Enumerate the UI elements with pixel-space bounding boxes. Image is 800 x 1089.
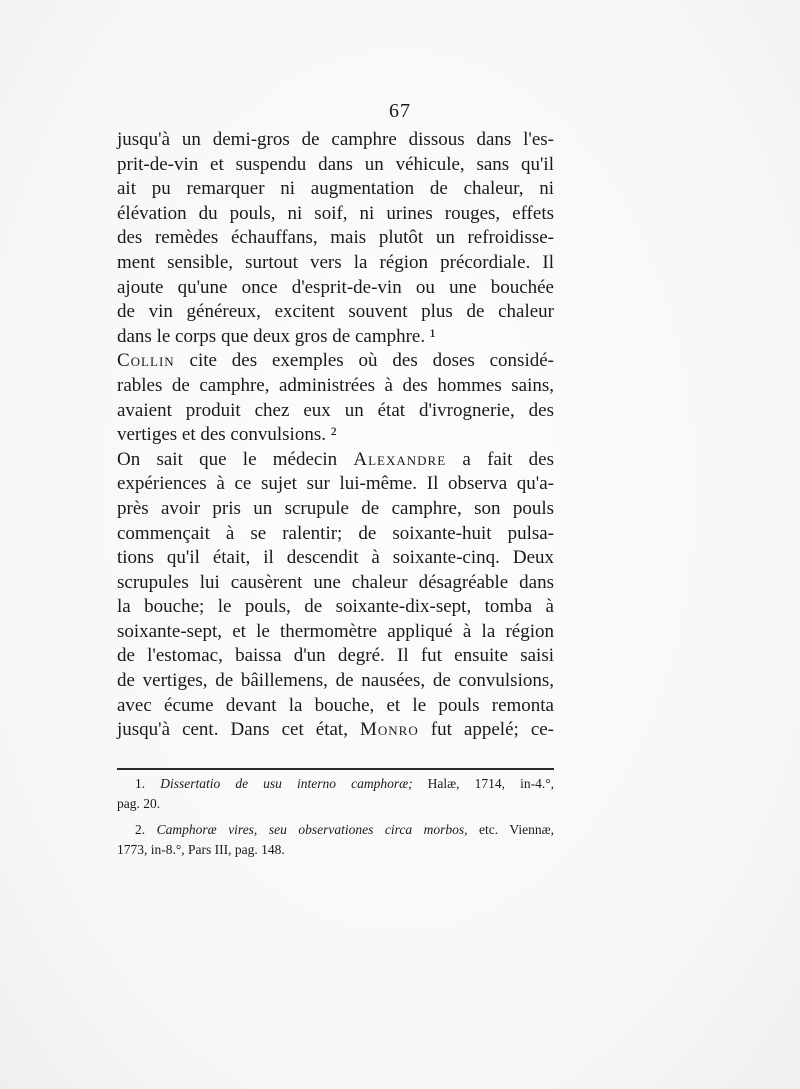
text-line: tions qu'il était, il descendit à soixante-cinq. Deux — [117, 547, 554, 569]
text-line: ajoute qu'une once d'esprit-de-vin ou une bouchée — [117, 276, 554, 298]
text-line: de vin généreux, excitent souvent plus de chaleur — [117, 301, 554, 323]
text-line: soixante-sept, et le thermomètre appliqué à la région — [117, 620, 554, 642]
paragraph — [117, 448, 554, 743]
text-line: de l'estomac, baissa d'un degré. Il fut ensuite saisi — [117, 645, 554, 667]
text-line: la bouche; le pouls, de soixante-dix-sept, tomba à — [117, 596, 554, 618]
text-line: vertiges et des convulsions. ² — [117, 424, 337, 446]
footnote-number: 1. — [135, 776, 161, 791]
text-line: près avoir pris un scrupule de camphre, son pouls — [117, 497, 554, 519]
text-line: jusqu'à un demi-gros de camphre dissous dans l'es- — [117, 129, 554, 150]
footnote-title: Camphoræ vires, seu observationes circa morbos, — [156, 822, 468, 837]
text-line: avaient produit chez eux un état d'ivrognerie, des — [117, 399, 554, 421]
footnote-separator-rule — [117, 768, 554, 770]
text-line: On sait que le médecin Alexandre a fait des — [117, 448, 555, 470]
footnote-title: Dissertatio de usu interno camphoræ; — [160, 776, 413, 791]
text-line: dans le corps que deux gros de camphre. ¹ — [117, 325, 436, 347]
footnote-line: 2. Camphoræ vires, seu observationes circa morbos, etc. Viennæ, — [135, 822, 554, 837]
footnote — [117, 820, 554, 860]
text-line: avec écume devant la bouche, et le pouls remonta — [117, 694, 554, 716]
paragraph — [117, 349, 554, 447]
author-name-small-caps: Alexandre — [353, 448, 447, 470]
footnote-number: 2. — [135, 822, 157, 837]
text-line: commençait à se ralentir; de soixante-huit pulsa- — [117, 522, 554, 544]
footnotes — [117, 774, 554, 866]
paragraph — [117, 128, 554, 349]
text-line: expériences à ce sujet sur lui-même. Il observa qu'a- — [117, 473, 554, 495]
text-line: rables de camphre, administrées à des hommes sains, — [117, 374, 554, 396]
footnote-line: 1. Dissertatio de usu interno camphoræ; Halæ, 1714, in-4.°, — [135, 776, 554, 791]
footnote-line: 1773, in-8.°, Pars III, pag. 148. — [117, 842, 285, 857]
text-line: de vertiges, de bâillemens, de nausées, de convulsions, — [117, 670, 554, 692]
text-line: jusqu'à cent. Dans cet état, Monro fut appelé; ce- — [117, 719, 555, 741]
text-line: ait pu remarquer ni augmentation de chaleur, ni — [117, 178, 554, 200]
author-name-small-caps: Monro — [360, 719, 419, 741]
text-line: scrupules lui causèrent une chaleur désagréable dans — [117, 571, 554, 593]
footnote-line: pag. 20. — [117, 796, 161, 811]
footnote — [117, 774, 554, 814]
author-name-small-caps: Collin — [117, 350, 175, 372]
text-line: élévation du pouls, ni soif, ni urines rouges, effets — [117, 202, 554, 224]
text-line: des remèdes échauffans, mais plutôt un refroidisse- — [117, 227, 554, 249]
text-line: prit-de-vin et suspendu dans un véhicule, sans qu'il — [117, 153, 554, 175]
text-line: ment sensible, surtout vers la région précordiale. Il — [117, 251, 554, 273]
page-number: 67 — [389, 100, 411, 122]
body-text — [117, 128, 554, 743]
text-line: Collin cite des exemples où des doses considé- — [117, 350, 554, 372]
